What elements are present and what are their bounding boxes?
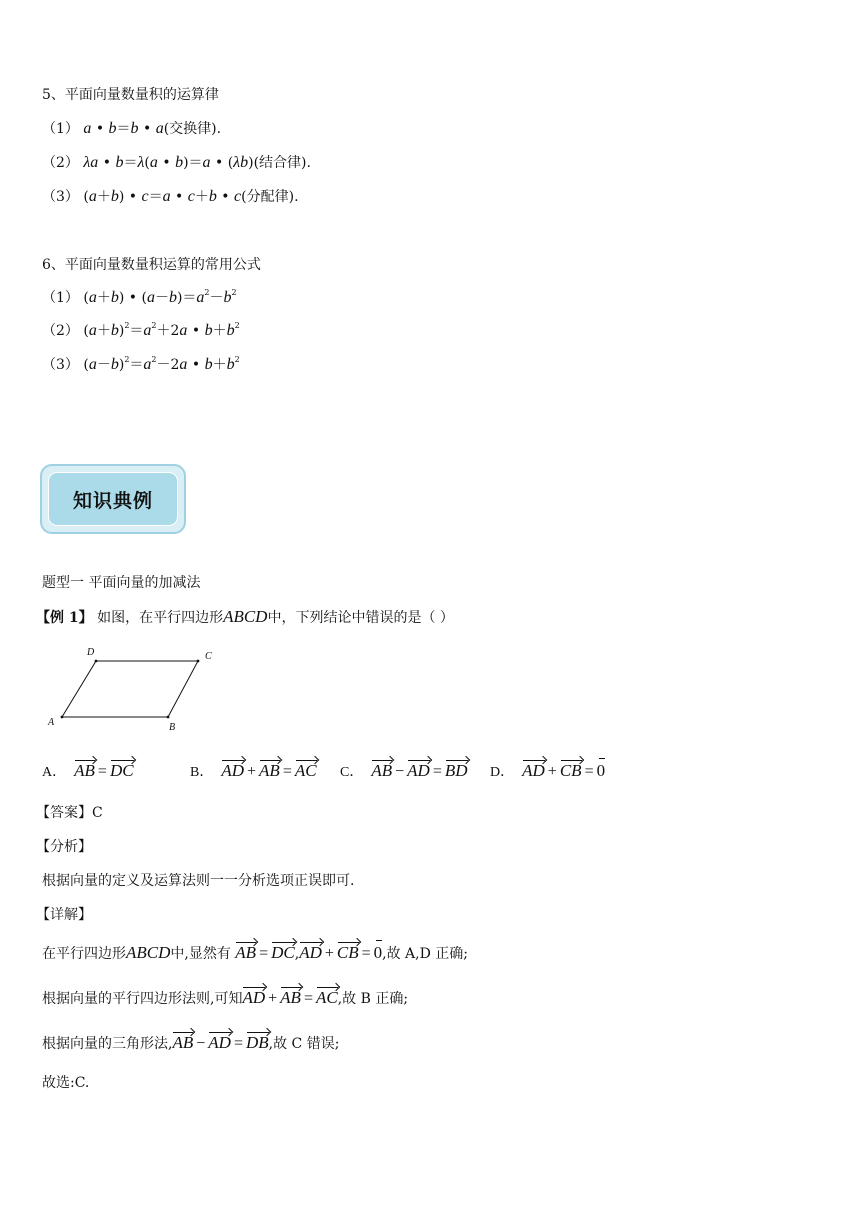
section-badge — [40, 464, 186, 534]
conclusion: 故选:C. — [42, 1075, 90, 1091]
parallelogram-figure — [46, 645, 226, 737]
detail-tag: 【详解】 — [36, 907, 92, 923]
analysis-tag: 【分析】 — [36, 839, 92, 855]
detail-line-3: 根据向量的三角形法,AB − AD = DB,故 C 错误; — [42, 1030, 339, 1053]
badge-label: 知识典例 — [48, 472, 178, 526]
vertex-a-label: A — [48, 717, 55, 728]
detail-line-2: 根据向量的平行四边形法则,可知AD + AB = AC,故 B 正确; — [42, 985, 408, 1008]
law-distributive: （3） (a＋b) • c＝a • c＋b • c(分配律). — [42, 188, 299, 205]
analysis-text: 根据向量的定义及运算法则一一分析选项正误即可. — [42, 873, 355, 889]
formula-1: （1） (a＋b) • $(a-b)=a^2-b^2$ — [42, 288, 237, 306]
example-tag: 【例 1】 — [36, 610, 93, 626]
formula-3: （3） $(a-b)^2=a^2-2a$ • $b+b^2$ — [42, 355, 240, 373]
law-associative: （2） λa • b＝λ(a • b)＝a • (λb)(结合律). — [42, 154, 311, 171]
vertex-d-label: D — [87, 647, 95, 658]
law-commutative: （1） a • b＝b • a(交换律). — [42, 120, 222, 137]
choice-b: B． AD + AB = AC — [190, 758, 317, 781]
section5-title: 5、平面向量数量积的运算律 — [42, 87, 219, 103]
vertex-b-label: B — [169, 722, 176, 733]
vertex-c-label: C — [205, 651, 212, 662]
choice-d: D． AD + CB = 0 — [490, 758, 605, 781]
detail-line-1: 在平行四边形ABCD中,显然有 AB = DC,AD + CB = 0,故 A,D 正确; — [42, 940, 468, 963]
section6-title: 6、平面向量数量积运算的常用公式 — [42, 257, 261, 273]
answer-tag: 【答案】C — [36, 805, 103, 821]
choice-a: A． AB = DC — [42, 758, 134, 781]
problem-type-title: 题型一 平面向量的加减法 — [42, 575, 201, 591]
choice-c: C． AB − AD = BD — [340, 758, 468, 781]
problem-stem: 【例 1】 如图，在平行四边形ABCD中，下列结论中错误的是（ ） — [36, 607, 454, 626]
formula-2: （2） $(a+b)^2=a^2+2a$ • $b+b^2$ — [42, 321, 240, 339]
